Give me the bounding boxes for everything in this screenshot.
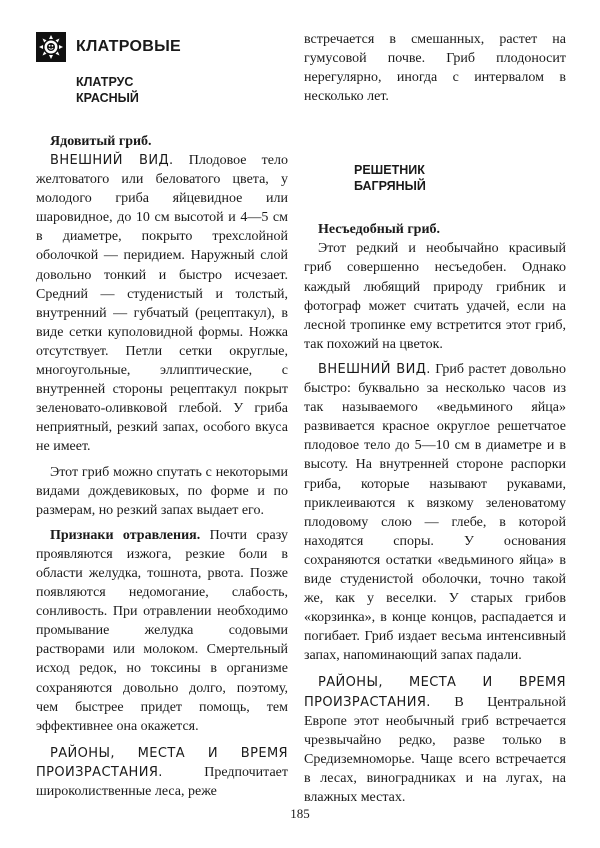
mushroom-family-icon [36,32,66,62]
species1-poison-heading: Признаки отравления. [50,527,201,543]
species1-edibility: Ядовитый гриб. [50,134,152,149]
species1-desc-heading: ВНЕШНИЙ ВИД. [50,153,174,168]
family-header [36,30,288,64]
species1-title-line1: КЛАТРУС [76,75,134,89]
species1-poisoning [36,526,288,736]
species2-edibility: Несъедобный гриб. [318,222,441,238]
species2-title-line2: БАГРЯНЫЙ [354,179,426,194]
species2-title-line1: РЕШЕТНИК [354,163,425,178]
species2-habitat-text: В Центральной Европе этот необычный гриб встречается чрезвычайно редко, разве только в Средиземноморье. Чаще всего встречается в лесах, виноградниках и на лугах, на влажных местах. [304,694,566,805]
page-number: 185 [290,806,310,821]
species1-title-line2: КРАСНЫЙ [76,91,139,105]
species1-confusion: Этот гриб можно спутать с некоторыми видами дождевиковых, по форме и по размерам, но резкий запах выдает его. [36,464,288,518]
species2-habitat [304,673,566,807]
species1-habitat [36,744,288,801]
family-title: КЛАТРОВЫЕ [76,38,182,55]
species2-desc-heading: ВНЕШНИЙ ВИД. [318,361,431,377]
species2-habitat-heading: РАЙОНЫ, МЕСТА И ВРЕМЯ ПРОИЗРАСТАНИЯ. [304,675,566,710]
species1-title [76,74,288,106]
species1-habitat-text: Предпочитает широколиственные леса, реже [36,764,288,799]
species2-description [304,360,566,666]
species1-habitat-continued: встречается в смешанных, растет на гумусовой почве. Гриб плодоносит нерегулярно, иногда с интервалом в несколько лет. [304,32,566,105]
species1-poison-text: Почти сразу проявляются изжога, резкие боли в области желудка, тошнота, рвота. Позже появляются недомогание, слабость, сонливость. При отравлении необходимо промывание желудка содовыми растворами или молоком. Смертельный исход редок, но токсины в организме сохраняются довольно долго, поэтому, чем быстрее придет помощь, тем эффективнее она окажется. [36,527,288,734]
species2-desc-text: Гриб растет довольно быстро: буквально за несколько часов из так называемого «ведьминого яйца» развивается красное округлое решетчатое плодовое тело до 5—10 см в диаметре и в высоту. На внутренней стороне распорки гриба, которые называют рукавами, приклеиваются к вязкому зеленоватому плодовому слою — глебе, в которой находятся споры. У основания сохраняются остатки «ведьминого яйца» в виде студенистой оболочки, точно такой же, как у веселки. У старых грибов «корзинка», в конце концов, распадается и погибает. Гриб издает весьма интенсивный запах, напоминающий запах падали. [304,361,566,664]
species1-description [36,151,288,457]
right-column [304,30,566,807]
species1-habitat-heading: РАЙОНЫ, МЕСТА И ВРЕМЯ ПРОИЗРАСТАНИЯ. [36,745,288,780]
species2-intro: Этот редкий и необычайно красивый гриб совершенно несъедобен. Однако каждый любящий природу грибник и фотограф может считать удачей, если на лесной тропинке ему встретится этот гриб, так похожий на цветок. [304,241,566,352]
left-column [36,30,288,801]
species1-desc-text: Плодовое тело желтоватого или беловатого цвета, у молодого гриба яйцевидное или шаровидное, до 10 см высотой и 4—5 см в диаметре, покрыто трехслойной оболочкой — перидием. Наружный слой довольно тонкий и быстро исчезает. Средний — студенистый и толстый, внутренний — губчатый (рецептакул), в виде сетки куполовидной формы. Ножка отсутствует. Петли сетки округлые, многоугольные, эллиптические, с внутренней стороны рецептакул покрыт зеленовато-оливковой глебой. У гриба неприятный, резкий запах, особого вкуса не имеет. [36,153,288,455]
species2-title [354,162,566,194]
